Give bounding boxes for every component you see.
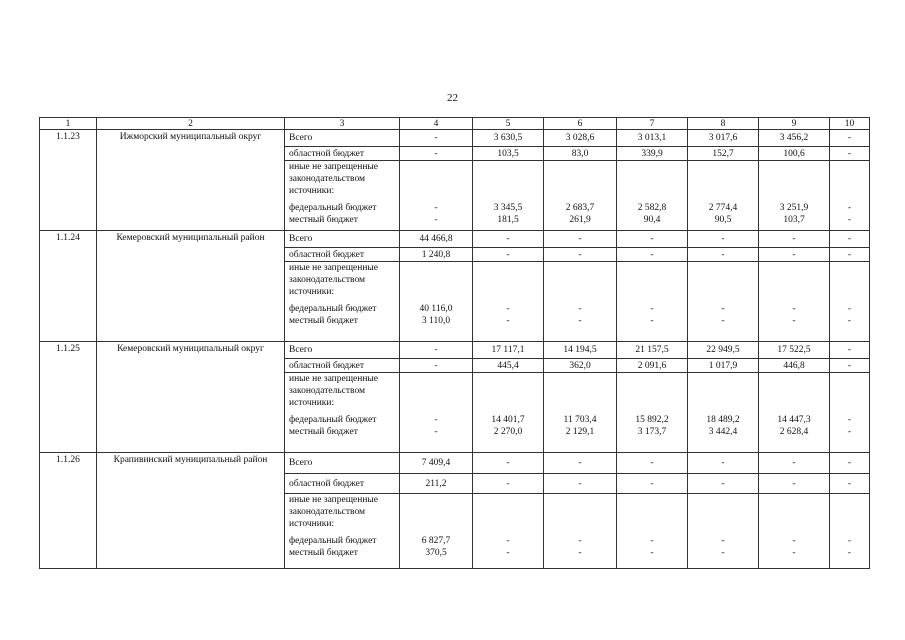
other-sources-line: законодательством bbox=[289, 507, 366, 517]
regional-value: 1 240,8 bbox=[421, 249, 451, 260]
value-cell bbox=[400, 161, 473, 231]
regional-value: - bbox=[792, 478, 796, 489]
federal-value: 2 774,4 bbox=[708, 203, 738, 213]
value-cell bbox=[544, 494, 617, 569]
federal-value: 40 116,0 bbox=[419, 304, 453, 314]
value-cell bbox=[400, 494, 473, 569]
value-cell bbox=[759, 248, 830, 262]
regional-value: - bbox=[434, 148, 438, 159]
total-value: - bbox=[721, 458, 725, 468]
source-regional-label: областной бюджет bbox=[289, 360, 365, 371]
federal-value: - bbox=[506, 304, 510, 314]
other-sources-line: источники: bbox=[289, 287, 335, 297]
value-cell bbox=[473, 359, 544, 373]
value-cell bbox=[473, 231, 544, 248]
total-value: - bbox=[434, 133, 438, 143]
federal-value: - bbox=[847, 203, 852, 213]
local-value: - bbox=[578, 316, 582, 326]
federal-value: 11 703,4 bbox=[563, 415, 597, 425]
regional-value: 339,9 bbox=[641, 148, 663, 159]
local-value: 3 442,4 bbox=[708, 427, 738, 437]
value-cell bbox=[617, 494, 688, 569]
source-label bbox=[285, 147, 400, 161]
federal-value: 3 345,5 bbox=[493, 203, 523, 213]
value-cell bbox=[617, 231, 688, 248]
value-cell bbox=[759, 342, 830, 359]
item-code: 1.1.24 bbox=[40, 231, 97, 342]
value-cell bbox=[544, 342, 617, 359]
municipality-name: Кемеровский муниципальный район bbox=[97, 231, 285, 342]
regional-value: - bbox=[721, 249, 725, 260]
value-cell bbox=[688, 453, 759, 474]
value-cell bbox=[473, 474, 544, 494]
value-cell bbox=[617, 373, 688, 453]
header-cell: 7 bbox=[617, 118, 688, 130]
value-cell bbox=[759, 262, 830, 342]
total-value: - bbox=[721, 234, 725, 244]
federal-value: 2 582,8 bbox=[637, 203, 667, 213]
value-cell bbox=[617, 147, 688, 161]
federal-value: 6 827,7 bbox=[421, 536, 451, 546]
value-cell bbox=[759, 231, 830, 248]
header-cell: 4 bbox=[400, 118, 473, 130]
regional-value: 211,2 bbox=[425, 478, 447, 489]
federal-value: - bbox=[650, 536, 654, 546]
value-cell bbox=[544, 474, 617, 494]
total-value: - bbox=[650, 234, 654, 244]
federal-value: 3 251,9 bbox=[779, 203, 809, 213]
value-cell bbox=[400, 342, 473, 359]
header-cell: 6 bbox=[544, 118, 617, 130]
regional-value: - bbox=[578, 249, 582, 260]
total-value: 3 456,2 bbox=[779, 133, 809, 143]
federal-value: - bbox=[506, 536, 510, 546]
source-total-label: Всего bbox=[289, 234, 313, 244]
value-cell bbox=[830, 494, 870, 569]
value-cell bbox=[830, 161, 870, 231]
item-code: 1.1.23 bbox=[40, 130, 97, 231]
value-cell bbox=[400, 373, 473, 453]
federal-value: 15 892,2 bbox=[635, 415, 669, 425]
source-label bbox=[285, 453, 400, 474]
value-cell bbox=[617, 359, 688, 373]
regional-value: 445,4 bbox=[497, 360, 519, 371]
source-total-label: Всего bbox=[289, 133, 313, 143]
other-sources-line: иные не запрещенные bbox=[289, 263, 379, 273]
value-cell bbox=[544, 359, 617, 373]
other-sources-line: иные не запрещенные bbox=[289, 495, 379, 505]
value-cell bbox=[544, 248, 617, 262]
total-value: 3 028,6 bbox=[565, 133, 595, 143]
value-cell bbox=[473, 342, 544, 359]
value-cell bbox=[759, 359, 830, 373]
regional-value: - bbox=[721, 478, 725, 489]
regional-value: 83,0 bbox=[571, 148, 589, 159]
total-value: - bbox=[650, 458, 654, 468]
value-cell bbox=[759, 494, 830, 569]
source-local-label: местный бюджет bbox=[289, 215, 358, 225]
value-cell bbox=[617, 342, 688, 359]
table-row bbox=[40, 130, 870, 147]
total-value: - bbox=[792, 234, 796, 244]
value-cell bbox=[544, 231, 617, 248]
total-value: 3 013,1 bbox=[637, 133, 667, 143]
total-value: - bbox=[578, 458, 582, 468]
local-value: 2 270,0 bbox=[493, 427, 523, 437]
federal-value: 14 401,7 bbox=[491, 415, 525, 425]
federal-value: - bbox=[434, 203, 438, 213]
local-value: 181,5 bbox=[497, 215, 519, 225]
other-sources-line: законодательством bbox=[289, 275, 366, 285]
value-cell bbox=[400, 453, 473, 474]
header-cell: 1 bbox=[40, 118, 97, 130]
table-row bbox=[40, 342, 870, 359]
value-cell bbox=[617, 453, 688, 474]
local-value: 90,4 bbox=[643, 215, 661, 225]
source-other-cell bbox=[285, 373, 400, 453]
total-value: 44 466,8 bbox=[419, 234, 453, 244]
source-total-label: Всего bbox=[289, 458, 313, 468]
value-cell bbox=[544, 147, 617, 161]
local-value: - bbox=[650, 316, 654, 326]
value-cell bbox=[473, 130, 544, 147]
value-cell bbox=[830, 130, 870, 147]
local-value: 2 628,4 bbox=[779, 427, 809, 437]
value-cell bbox=[688, 248, 759, 262]
other-sources-line: законодательством bbox=[289, 386, 366, 396]
total-value: 7 409,4 bbox=[421, 458, 451, 468]
value-cell bbox=[617, 262, 688, 342]
regional-value: 152,7 bbox=[712, 148, 734, 159]
value-cell bbox=[473, 453, 544, 474]
local-value: - bbox=[792, 316, 796, 326]
value-cell bbox=[830, 248, 870, 262]
value-cell bbox=[400, 262, 473, 342]
local-value: - bbox=[847, 427, 852, 437]
value-cell bbox=[759, 161, 830, 231]
header-cell: 8 bbox=[688, 118, 759, 130]
source-local-label: местный бюджет bbox=[289, 548, 358, 558]
value-cell bbox=[759, 373, 830, 453]
source-federal-label: федеральный бюджет bbox=[289, 304, 377, 314]
regional-value: 446,8 bbox=[783, 360, 805, 371]
other-sources-line: источники: bbox=[289, 398, 335, 408]
value-cell bbox=[688, 474, 759, 494]
federal-value: 2 683,7 bbox=[565, 203, 595, 213]
federal-value: - bbox=[434, 415, 438, 425]
source-local-label: местный бюджет bbox=[289, 316, 358, 326]
other-sources-line: иные не запрещенные bbox=[289, 374, 379, 384]
source-label bbox=[285, 359, 400, 373]
table-row bbox=[40, 231, 870, 248]
regional-value: - bbox=[506, 249, 510, 260]
value-cell bbox=[544, 130, 617, 147]
local-value: - bbox=[721, 316, 725, 326]
value-cell bbox=[617, 130, 688, 147]
value-cell bbox=[688, 262, 759, 342]
value-cell bbox=[617, 161, 688, 231]
local-value: - bbox=[434, 427, 438, 437]
source-federal-label: федеральный бюджет bbox=[289, 415, 377, 425]
value-cell bbox=[688, 161, 759, 231]
value-cell bbox=[400, 130, 473, 147]
source-federal-label: федеральный бюджет bbox=[289, 536, 377, 546]
local-value: - bbox=[721, 548, 725, 558]
value-cell bbox=[544, 453, 617, 474]
regional-value: - bbox=[792, 249, 796, 260]
federal-value: - bbox=[721, 536, 725, 546]
regional-value: - bbox=[847, 148, 852, 159]
other-sources-line: законодательством bbox=[289, 174, 366, 184]
source-regional-label: областной бюджет bbox=[289, 148, 365, 159]
total-value: - bbox=[847, 345, 852, 355]
value-cell bbox=[544, 262, 617, 342]
regional-value: - bbox=[847, 478, 852, 489]
federal-value: 18 489,2 bbox=[706, 415, 740, 425]
source-regional-label: областной бюджет bbox=[289, 249, 365, 260]
value-cell bbox=[759, 147, 830, 161]
value-cell bbox=[473, 494, 544, 569]
local-value: - bbox=[847, 316, 852, 326]
header-cell: 2 bbox=[97, 118, 285, 130]
local-value: 261,9 bbox=[569, 215, 591, 225]
value-cell bbox=[400, 231, 473, 248]
total-value: - bbox=[792, 458, 796, 468]
item-code: 1.1.25 bbox=[40, 342, 97, 453]
other-sources-line: источники: bbox=[289, 186, 335, 196]
total-value: - bbox=[847, 133, 852, 143]
federal-value: 14 447,3 bbox=[777, 415, 811, 425]
federal-value: - bbox=[792, 304, 796, 314]
federal-value: - bbox=[721, 304, 725, 314]
federal-value: - bbox=[792, 536, 796, 546]
local-value: - bbox=[650, 548, 654, 558]
federal-value: - bbox=[578, 536, 582, 546]
federal-value: - bbox=[847, 304, 852, 314]
value-cell bbox=[544, 161, 617, 231]
table-row bbox=[40, 453, 870, 474]
total-value: 21 157,5 bbox=[635, 345, 669, 355]
total-value: - bbox=[847, 458, 852, 468]
value-cell bbox=[830, 453, 870, 474]
local-value: - bbox=[847, 548, 852, 558]
local-value: - bbox=[506, 316, 510, 326]
value-cell bbox=[473, 248, 544, 262]
source-label bbox=[285, 474, 400, 494]
page-number: 22 bbox=[447, 92, 458, 104]
source-other-cell bbox=[285, 494, 400, 569]
value-cell bbox=[830, 474, 870, 494]
budget-table bbox=[39, 117, 870, 569]
value-cell bbox=[617, 248, 688, 262]
value-cell bbox=[688, 359, 759, 373]
municipality-name: Крапивинский муниципальный район bbox=[97, 453, 285, 569]
regional-value: 2 091,6 bbox=[637, 360, 667, 371]
header-cell: 3 bbox=[285, 118, 400, 130]
value-cell bbox=[830, 342, 870, 359]
source-regional-label: областной бюджет bbox=[289, 478, 365, 489]
total-value: - bbox=[434, 345, 438, 355]
total-value: - bbox=[847, 234, 852, 244]
regional-value: - bbox=[434, 360, 438, 371]
value-cell bbox=[688, 147, 759, 161]
source-label bbox=[285, 342, 400, 359]
value-cell bbox=[830, 262, 870, 342]
federal-value: - bbox=[847, 536, 852, 546]
regional-value: - bbox=[847, 360, 852, 371]
value-cell bbox=[400, 248, 473, 262]
total-value: 14 194,5 bbox=[563, 345, 597, 355]
federal-value: - bbox=[650, 304, 654, 314]
value-cell bbox=[688, 231, 759, 248]
local-value: - bbox=[578, 548, 582, 558]
header-row bbox=[40, 118, 870, 130]
header-cell: 5 bbox=[473, 118, 544, 130]
source-total-label: Всего bbox=[289, 345, 313, 355]
value-cell bbox=[400, 147, 473, 161]
item-code: 1.1.26 bbox=[40, 453, 97, 569]
value-cell bbox=[400, 359, 473, 373]
regional-value: - bbox=[506, 478, 510, 489]
regional-value: - bbox=[650, 478, 654, 489]
local-value: 90,5 bbox=[714, 215, 732, 225]
value-cell bbox=[830, 359, 870, 373]
total-value: 17 117,1 bbox=[491, 345, 525, 355]
federal-value: - bbox=[578, 304, 582, 314]
total-value: - bbox=[506, 234, 510, 244]
other-sources-line: иные не запрещенные bbox=[289, 162, 379, 172]
header-cell: 10 bbox=[830, 118, 870, 130]
value-cell bbox=[688, 494, 759, 569]
regional-value: 100,6 bbox=[783, 148, 805, 159]
local-value: - bbox=[506, 548, 510, 558]
value-cell bbox=[759, 130, 830, 147]
municipality-name: Ижморский муниципальный округ bbox=[97, 130, 285, 231]
value-cell bbox=[544, 373, 617, 453]
federal-value: - bbox=[847, 415, 852, 425]
regional-value: - bbox=[847, 249, 852, 260]
source-other-cell bbox=[285, 262, 400, 342]
value-cell bbox=[759, 453, 830, 474]
source-local-label: местный бюджет bbox=[289, 427, 358, 437]
value-cell bbox=[473, 373, 544, 453]
total-value: 17 522,5 bbox=[777, 345, 811, 355]
total-value: 3 630,5 bbox=[493, 133, 523, 143]
source-federal-label: федеральный бюджет bbox=[289, 203, 377, 213]
value-cell bbox=[688, 373, 759, 453]
source-label bbox=[285, 231, 400, 248]
value-cell bbox=[473, 262, 544, 342]
source-label bbox=[285, 130, 400, 147]
value-cell bbox=[473, 147, 544, 161]
value-cell bbox=[830, 373, 870, 453]
local-value: - bbox=[792, 548, 796, 558]
value-cell bbox=[688, 342, 759, 359]
local-value: 103,7 bbox=[783, 215, 805, 225]
source-other-cell bbox=[285, 161, 400, 231]
municipality-name: Кемеровский муниципальный округ bbox=[97, 342, 285, 453]
total-value: - bbox=[578, 234, 582, 244]
header-cell: 9 bbox=[759, 118, 830, 130]
local-value: 370,5 bbox=[425, 548, 447, 558]
local-value: 2 129,1 bbox=[565, 427, 595, 437]
local-value: 3 173,7 bbox=[637, 427, 667, 437]
local-value: - bbox=[434, 215, 438, 225]
value-cell bbox=[688, 130, 759, 147]
regional-value: 1 017,9 bbox=[708, 360, 738, 371]
value-cell bbox=[473, 161, 544, 231]
regional-value: 103,5 bbox=[497, 148, 519, 159]
other-sources-line: источники: bbox=[289, 519, 335, 529]
total-value: 22 949,5 bbox=[706, 345, 740, 355]
total-value: - bbox=[506, 458, 510, 468]
regional-value: - bbox=[578, 478, 582, 489]
value-cell bbox=[400, 474, 473, 494]
value-cell bbox=[759, 474, 830, 494]
total-value: 3 017,6 bbox=[708, 133, 738, 143]
value-cell bbox=[830, 147, 870, 161]
regional-value: - bbox=[650, 249, 654, 260]
value-cell bbox=[830, 231, 870, 248]
local-value: - bbox=[847, 215, 852, 225]
source-label bbox=[285, 248, 400, 262]
regional-value: 362,0 bbox=[569, 360, 591, 371]
value-cell bbox=[617, 474, 688, 494]
local-value: 3 110,0 bbox=[421, 316, 451, 326]
